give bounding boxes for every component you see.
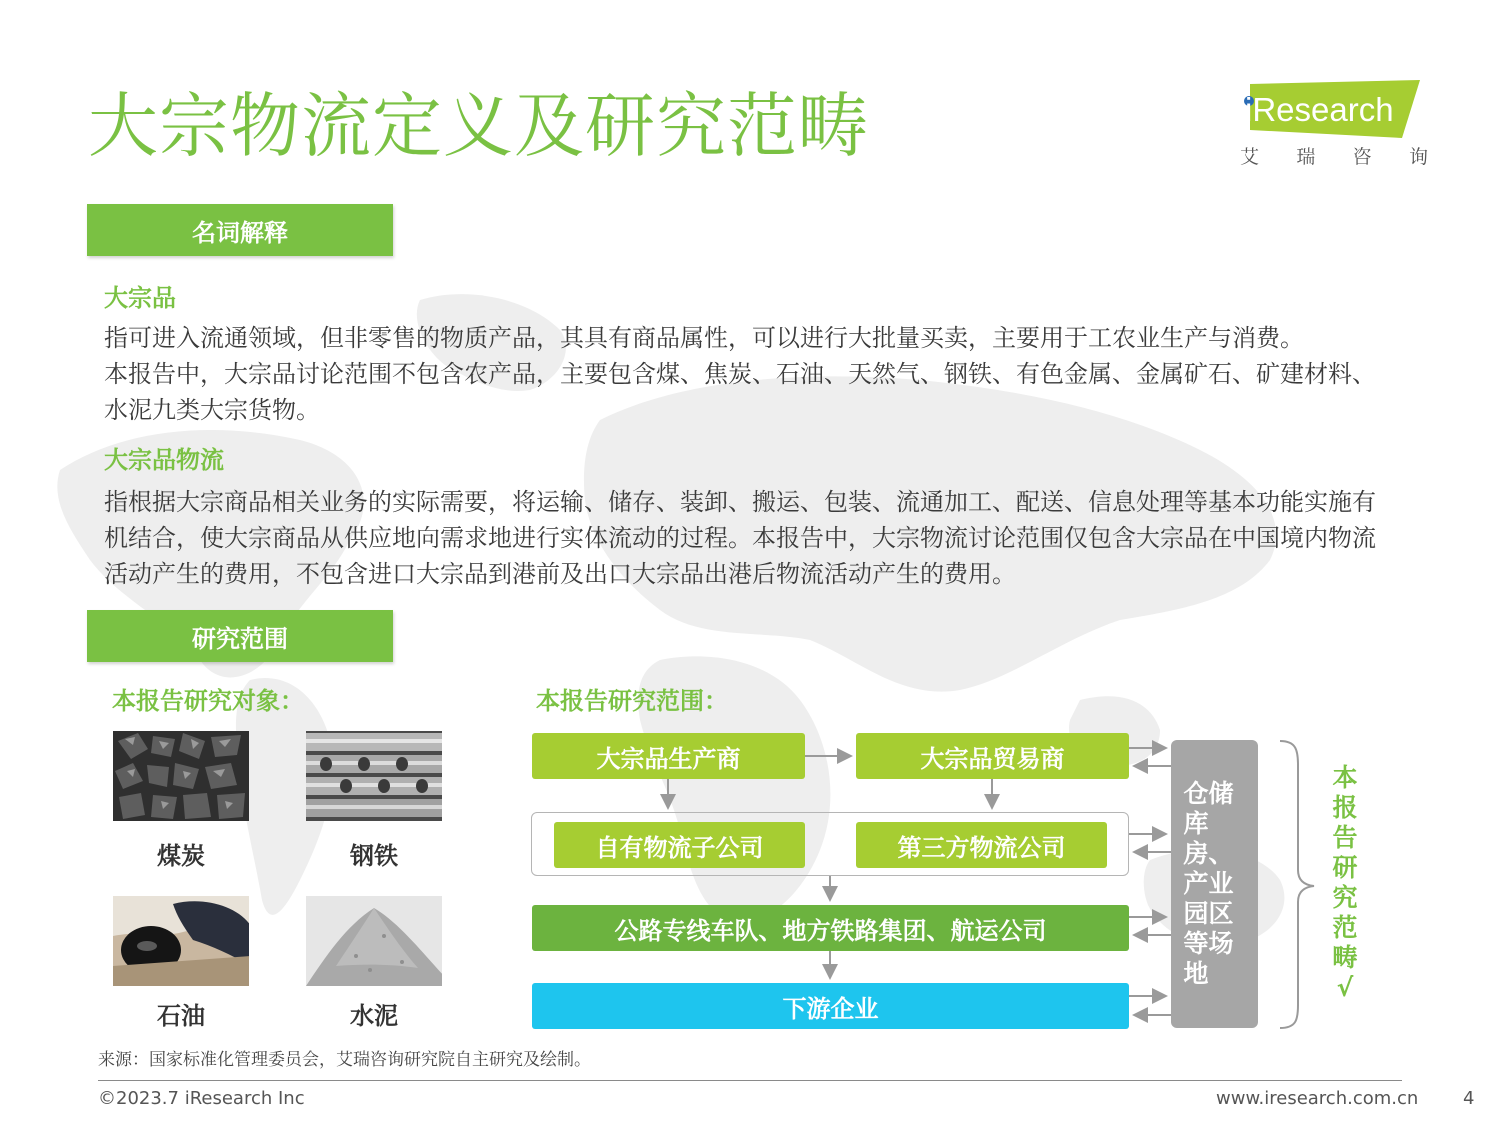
object-label-steel: 钢铁 [350, 842, 398, 870]
page-number: 4 [1463, 1088, 1475, 1109]
storage-column [1171, 740, 1258, 1028]
oil-photo [113, 896, 249, 986]
storage-label: 仓储库房、产业园区等场地 [1183, 779, 1234, 988]
logo-word: iResearch [1245, 91, 1394, 128]
range-heading: 本报告研究范围： [536, 687, 728, 715]
producer-box: 大宗品生产商 [532, 733, 805, 779]
copyright: ©2023.7 iResearch Inc [98, 1088, 305, 1109]
object-label-cement: 水泥 [350, 1002, 398, 1030]
scope-vertical-label: 本报告研究范畴√ [1332, 763, 1358, 1002]
term-commodity-logistics: 大宗品物流 [104, 446, 224, 474]
website-link[interactable]: www.iresearch.com.cn [1216, 1088, 1419, 1109]
trader-box: 大宗品贸易商 [856, 733, 1129, 779]
glossary-badge: 名词解释 [87, 204, 393, 256]
downstream-box: 下游企业 [532, 983, 1129, 1029]
term-commodity: 大宗品 [104, 284, 176, 312]
source-note: 来源：国家标准化管理委员会，艾瑞咨询研究院自主研究及绘制。 [98, 1050, 591, 1070]
term-commodity-def-1: 指可进入流通领域，但非零售的物质产品，其具有商品属性，可以进行大批量买卖，主要用于工农业生产与消费。 [104, 324, 1304, 352]
page-title: 大宗物流定义及研究范畴 [88, 85, 869, 167]
object-label-oil: 石油 [157, 1002, 205, 1030]
object-label-coal: 煤炭 [157, 842, 205, 870]
cement-photo [306, 896, 442, 986]
carriers-box: 公路专线车队、地方铁路集团、航运公司 [532, 905, 1129, 951]
term-commodity-logistics-def: 指根据大宗商品相关业务的实际需要，将运输、储存、装卸、搬运、包装、流通加工、配送、信息处理等基本功能实施有机结合，使大宗商品从供应地向需求地进行实体流动的过程。本报告中，大宗物流讨论范围仅包含大宗品在中国境内物流活动产生的费用，不包含进口大宗品到港前及出口大宗品出港后物流活动产生的费用。 [104, 488, 1376, 588]
term-commodity-def-2: 本报告中，大宗品讨论范围不包含农产品，主要包含煤、焦炭、石油、天然气、钢铁、有色金属、金属矿石、矿建材料、水泥九类大宗货物。 [104, 360, 1376, 424]
footer-divider [98, 1080, 1402, 1081]
steel-pipes-photo [306, 731, 442, 821]
scope-badge: 研究范围 [87, 610, 393, 662]
coal-photo [113, 731, 249, 821]
third-party-logistics-box: 第三方物流公司 [856, 822, 1107, 868]
objects-heading: 本报告研究对象： [112, 687, 304, 715]
logo-subtitle: 艾 瑞 咨 询 [1240, 146, 1428, 168]
own-logistics-box: 自有物流子公司 [554, 822, 805, 868]
iresearch-logo [1238, 78, 1428, 170]
